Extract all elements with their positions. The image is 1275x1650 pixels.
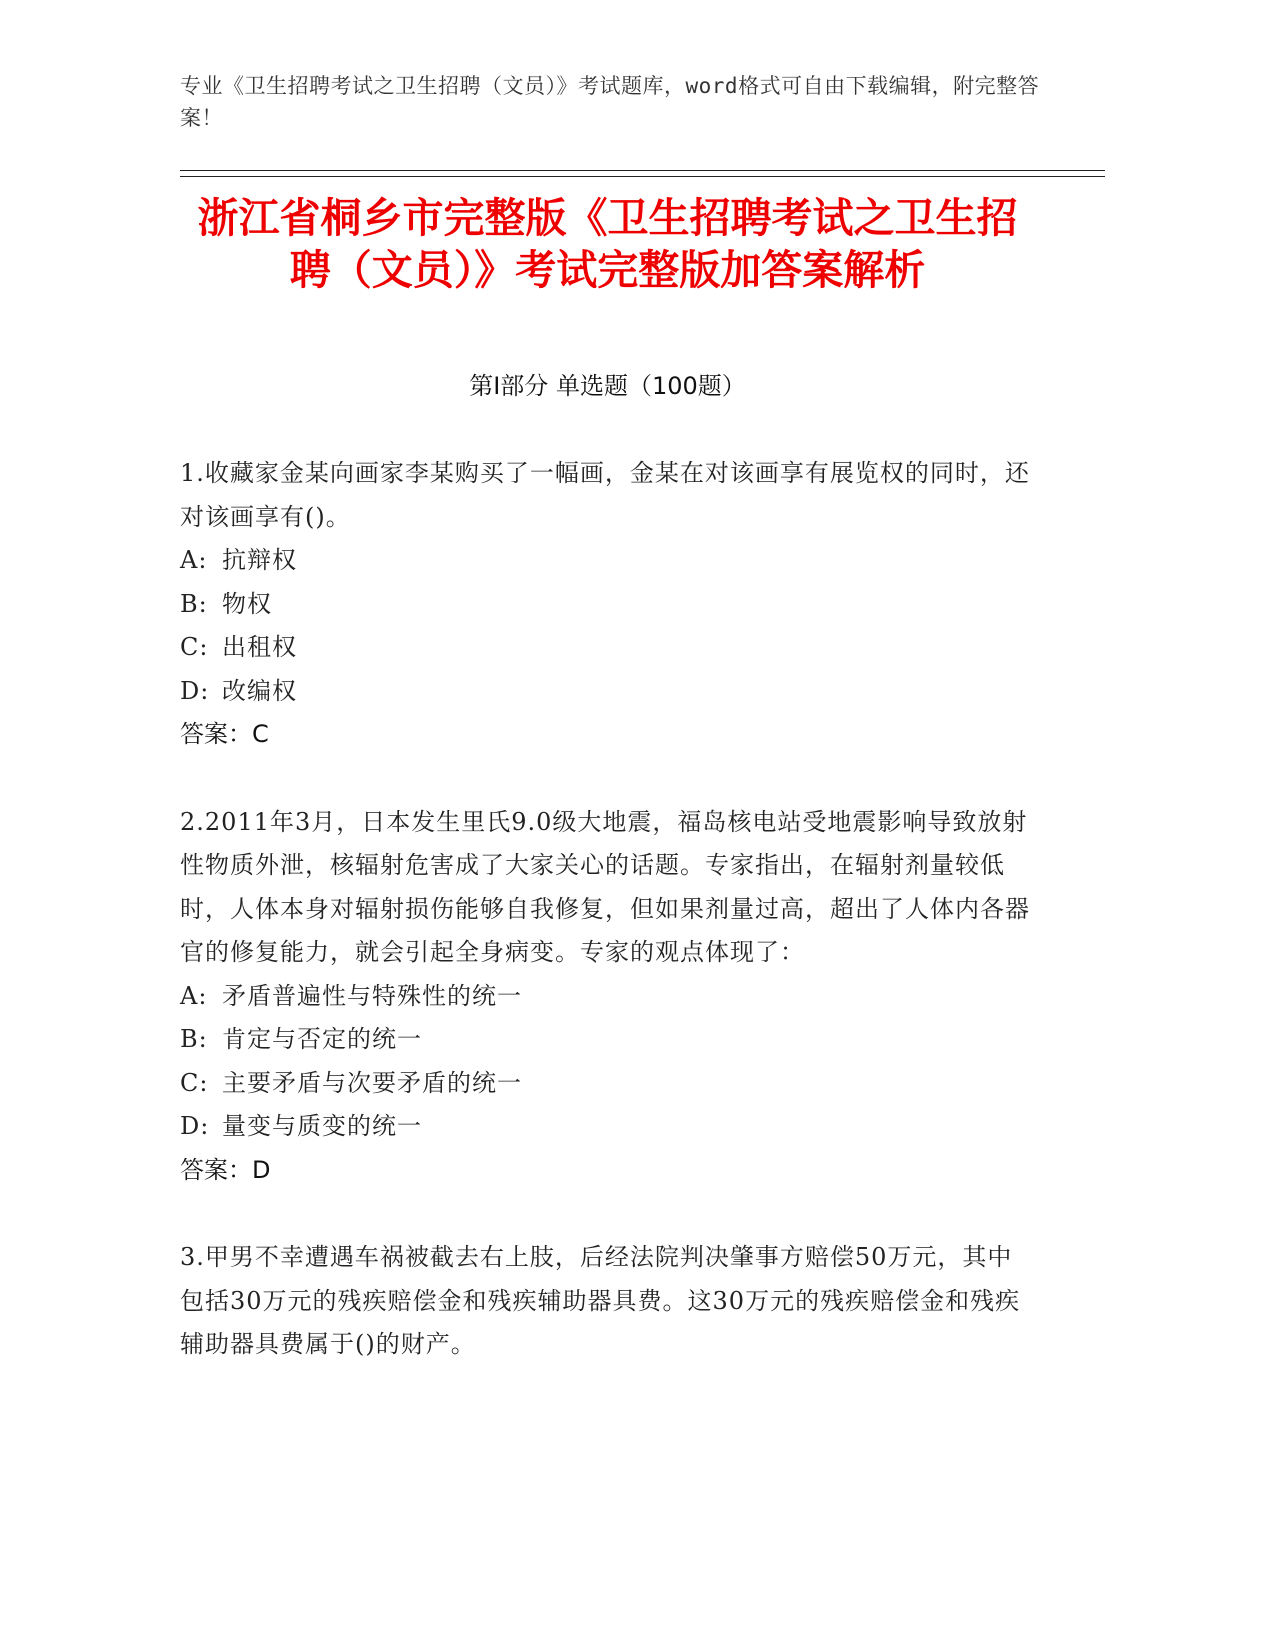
option-a — [180, 539, 1035, 583]
answer-line: 答案：D — [180, 1155, 271, 1184]
option-key: A: — [180, 981, 208, 1010]
question-stem: 2.2011年3月，日本发生里氏9.0级大地震，福岛核电站受地震影响导致放射性物质外泄，核辐射危害成了大家关心的话题。专家指出，在辐射剂量较低时，人体本身对辐射损伤能够自我修复，但如果剂量过高，超出了人体内各器官的修复能力，就会引起全身病变。专家的观点体现了： — [180, 807, 1030, 966]
question-list — [180, 452, 1035, 1411]
option-a — [180, 975, 1035, 1019]
option-b — [180, 1018, 1035, 1062]
option-text: 物权 — [222, 589, 272, 618]
header-divider-top — [180, 170, 1105, 171]
option-key: B: — [180, 589, 208, 618]
option-c — [180, 626, 1035, 670]
option-text: 改编权 — [222, 676, 297, 705]
option-b — [180, 583, 1035, 627]
option-d — [180, 1105, 1035, 1149]
question-3 — [180, 1236, 1035, 1367]
question-1 — [180, 452, 1035, 757]
option-text: 量变与质变的统一 — [222, 1112, 422, 1140]
option-text: 肯定与否定的统一 — [222, 1025, 422, 1053]
section-heading: 第Ⅰ部分 单选题（100题） — [469, 372, 746, 400]
option-key: D: — [180, 1112, 210, 1140]
option-key: B: — [180, 1025, 208, 1053]
option-text: 主要矛盾与次要矛盾的统一 — [222, 1068, 522, 1097]
option-key: A: — [180, 546, 208, 574]
option-text: 矛盾普遍性与特殊性的统一 — [222, 981, 522, 1010]
question-stem: 3.甲男不幸遭遇车祸被截去右上肢，后经法院判决肇事方赔偿50万元，其中包括30万元的残疾赔偿金和残疾辅助器具费。这30万元的残疾赔偿金和残疾辅助器具费属于()的财产。 — [180, 1243, 1021, 1358]
option-text: 出租权 — [222, 633, 297, 661]
header-note: 专业《卫生招聘考试之卫生招聘（文员）》考试题库，word格式可自由下载编辑，附完整答案！ — [180, 74, 1040, 130]
option-key: C: — [180, 633, 209, 661]
document-title: 浙江省桐乡市完整版《卫生招聘考试之卫生招聘（文员）》考试完整版加答案解析 — [197, 194, 1018, 294]
question-stem: 1.收藏家金某向画家李某购买了一幅画，金某在对该画享有展览权的同时，还对该画享有()。 — [180, 459, 1030, 531]
option-key: C: — [180, 1068, 209, 1097]
option-key: D: — [180, 676, 210, 705]
question-2 — [180, 801, 1035, 1193]
option-text: 抗辩权 — [222, 546, 297, 574]
option-c — [180, 1062, 1035, 1106]
option-d — [180, 670, 1035, 714]
answer-line: 答案：C — [180, 720, 269, 748]
header-divider-bottom — [180, 176, 1105, 177]
